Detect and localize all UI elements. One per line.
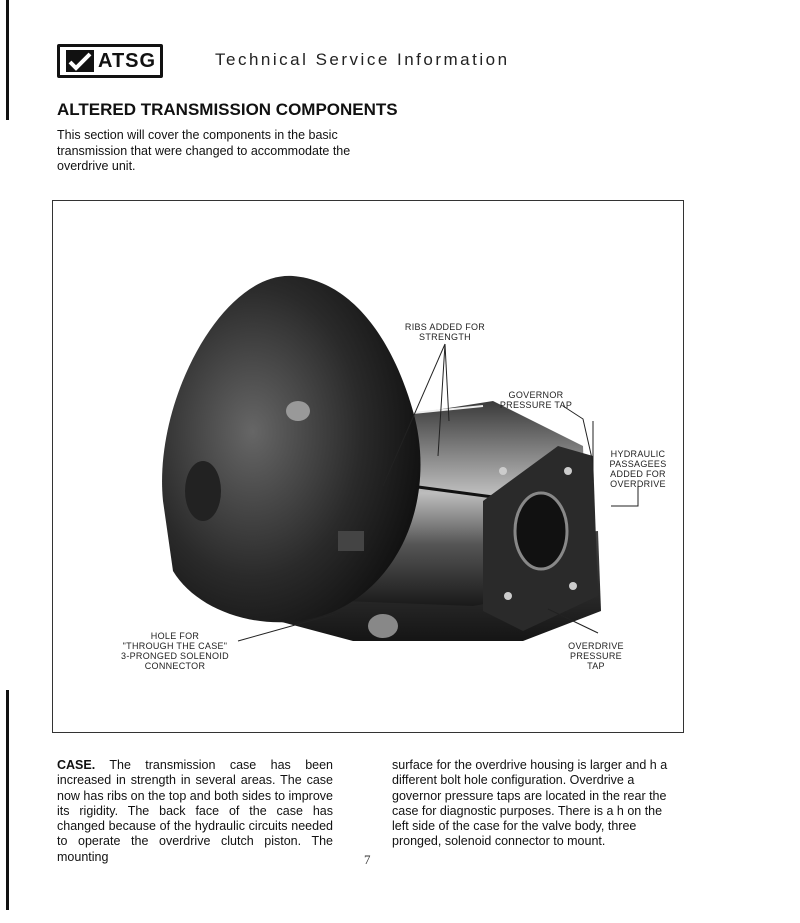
callout-governor-pressure-tap: GOVERNOR PRESSURE TAP	[499, 390, 573, 410]
intro-paragraph: This section will cover the components in the basic transmission that were changed to accommodate the overdrive unit.	[57, 128, 351, 173]
body-column-left	[57, 758, 333, 865]
case-paragraph: The transmission case has been increased in strength in several areas. The case now has ribs on the top and both sides to improve its rigidity. The back face of the case has changed because of the hydraulic circuits needed to operate the overdrive clutch piston. The mounting	[57, 758, 333, 864]
logo-text: ATSG	[98, 49, 157, 72]
checkmark-logo-icon	[66, 50, 94, 72]
header-title: Technical Service Information	[215, 50, 510, 69]
callout-ribs: RIBS ADDED FOR STRENGTH	[404, 322, 486, 342]
section-title: ALTERED TRANSMISSION COMPONENTS	[57, 100, 398, 119]
atsg-logo	[57, 44, 163, 78]
body-column-right: surface for the overdrive housing is larger and h a different bolt hole configuration. Overdrive a governor pressure taps are located in the rear the case for diagnostic purposes. There is a h on the left side of the case for the valve body, three pronged, solenoid connector to mount.	[392, 758, 668, 849]
callout-hydraulic-passages: HYDRAULIC PASSAGEES ADDED FOR OVERDRIVE	[609, 449, 667, 489]
scan-edge-line-bottom	[6, 690, 9, 910]
callout-solenoid-connector-hole: HOLE FOR "THROUGH THE CASE" 3-PRONGED SOLENOID CONNECTOR	[121, 631, 229, 671]
scan-edge-line-top	[6, 0, 9, 120]
callout-overdrive-pressure-tap: OVERDRIVE PRESSURE TAP	[568, 641, 624, 671]
transmission-figure	[52, 200, 684, 733]
case-lead: CASE.	[57, 758, 96, 772]
page-number: 7	[364, 852, 371, 867]
